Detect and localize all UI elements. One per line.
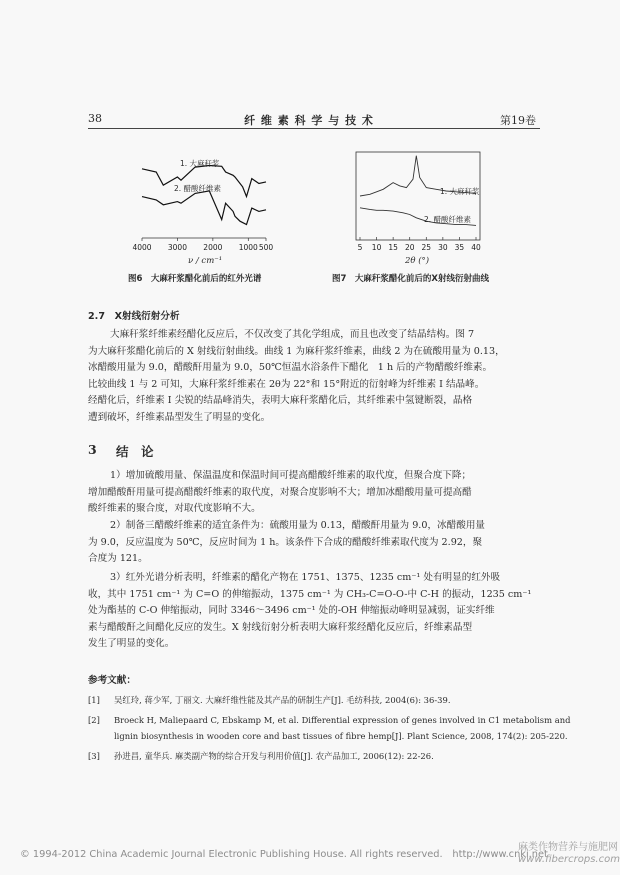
figure7-chart bbox=[352, 150, 484, 258]
fig7-x-tick-label: 25 bbox=[421, 243, 432, 252]
section-2-7-title: 2.7 X射线衍射分析 bbox=[88, 311, 180, 322]
conclusion-1 bbox=[88, 468, 548, 518]
fig7-x-tick-label: 20 bbox=[404, 243, 415, 252]
xrd-curve-svg bbox=[352, 150, 484, 258]
text-line: 收，其中 1751 cm⁻¹ 为 C=O 的伸缩振动，1375 cm⁻¹ 为 CH₃-C=O-O-中 C-H 的振动，1235 cm⁻¹ bbox=[88, 588, 532, 600]
page-number: 38 bbox=[88, 112, 102, 125]
watermark-cn: 麻类作物营养与施肥网 bbox=[518, 842, 618, 853]
copyright-footer: © 1994-2012 China Academic Journal Electronic Publishing House. All rights reserved. http://www.cnki.net bbox=[20, 849, 548, 860]
fig7-x-tick-label: 15 bbox=[388, 243, 398, 252]
fig6-x-tick-label: 2000 bbox=[203, 243, 223, 252]
text-line: 合度为 121。 bbox=[88, 553, 148, 564]
fig6-x-tick-label: 4000 bbox=[132, 243, 152, 252]
fig7-caption: 图7 大麻秆浆醋化前后的X射线衍射曲线 bbox=[332, 274, 489, 284]
fig6-x-tick-label: 500 bbox=[258, 243, 274, 252]
fig6-x-tick-label: 1000 bbox=[238, 243, 258, 252]
fig6-series-line-2 bbox=[142, 191, 266, 225]
references-title: 参考文献： bbox=[88, 675, 136, 686]
text-line: 酸纤维素的聚合度，对取代度影响不大。 bbox=[88, 503, 261, 514]
conclusion-2 bbox=[88, 518, 548, 568]
text-line: 处为酯基的 C-O 伸缩振动，同时 3346～3496 cm⁻¹ 处的-OH 伸缩振动峰明显减弱，证实纤维 bbox=[88, 605, 495, 616]
text-line: 为大麻秆浆醋化前后的 X 射线衍射曲线。曲线 1 为麻秆浆纤维素，曲线 2 为在硫酸用量为 0.13， bbox=[88, 345, 505, 357]
fig7-x-tick-label: 30 bbox=[438, 243, 448, 252]
text-line: 发生了明显的变化。 bbox=[88, 638, 175, 649]
fig7-x-tick-label: 40 bbox=[471, 243, 481, 252]
fig6-x-tick-label: 3000 bbox=[167, 243, 187, 252]
fig7-x-tick-label: 35 bbox=[454, 243, 465, 252]
fig7-x-tick-label: 10 bbox=[371, 243, 382, 252]
text-line: 增加醋酸酐用量可提高醋酸纤维素的取代度，对聚合度影响不大；增加冰醋酸用量可提高醋 bbox=[88, 486, 472, 498]
section-2-7-body bbox=[88, 327, 548, 426]
reference-number: [1] bbox=[88, 695, 100, 705]
watermark-url: www.fibercrops.com bbox=[518, 854, 620, 865]
reference-number: [3] bbox=[88, 751, 100, 761]
text-line: 经醋化后，纤维素 Ⅰ 尖锐的结晶峰消失，表明大麻秆浆醋化后，其纤维素中氢键断裂，晶格 bbox=[88, 395, 473, 406]
section-3-number: 3 bbox=[88, 442, 97, 457]
text-line: 2）制备三醋酸纤维素的适宜条件为：硫酸用量为 0.13，醋酸酐用量为 9.0，冰醋酸用量 bbox=[110, 520, 486, 531]
text-line: 比较曲线 1 与 2 可知，大麻秆浆纤维素在 2θ为 22°和 15°附近的衍射峰为纤维素 Ⅰ 结晶峰。 bbox=[88, 378, 485, 390]
reference-text: 孙进昌, 童华兵. 麻类副产物的综合开发与利用价值[J]. 农产品加工, 2006(12): 22-26. bbox=[114, 751, 434, 761]
fig6-label-curve2: 2. 醋酸纤维素 bbox=[174, 184, 222, 193]
journal-title: 纤 维 素 科 学 与 技 术 bbox=[244, 114, 374, 127]
volume-label: 第19卷 bbox=[500, 114, 536, 127]
text-line: 素与醋酸酐之间醋化反应的发生。X 射线衍射分析表明大麻秆浆经醋化反应后，纤维素晶型 bbox=[88, 621, 473, 633]
fig6-caption: 图6 大麻秆浆醋化前后的红外光谱 bbox=[128, 274, 262, 284]
fig6-xlabel: ν / cm⁻¹ bbox=[188, 256, 223, 266]
fig7-label-curve1: 1. 大麻秆浆 bbox=[440, 187, 480, 196]
reference-text: 吴红玲, 蒋少军, 丁丽文. 大麻纤维性能及其产品的研制生产[J]. 毛纺科技, 2004(6): 36-39. bbox=[114, 695, 451, 705]
reference-list bbox=[88, 692, 571, 764]
text-line: 为 9.0，反应温度为 50℃，反应时间为 1 h。该条件下合成的醋酸纤维素取代度为 2.92，聚 bbox=[88, 536, 483, 548]
text-line: 冰醋酸用量为 9.0，醋酸酐用量为 9.0，50℃恒温水浴条件下醋化 1 h 后的产物醋酸纤维素。 bbox=[88, 362, 493, 373]
text-line: 3）红外光谱分析表明，纤维素的醋化产物在 1751、1375、1235 cm⁻¹ 处有明显的红外吸 bbox=[110, 572, 501, 583]
fig6-label-curve1: 1. 大麻秆浆 bbox=[180, 159, 220, 168]
text-line: 遭到破坏，纤维素晶型发生了明显的变化。 bbox=[88, 411, 271, 423]
reference-text: lignin biosynthesis in wooden core and bast tissues of fibre hemp[J]. Plant Science, 2008, 174(2): 205-220. bbox=[114, 731, 568, 741]
header-rule bbox=[88, 128, 540, 129]
fig7-xlabel: 2θ (°) bbox=[405, 256, 430, 266]
text-line: 大麻秆浆纤维素经醋化反应后，不仅改变了其化学组成，而且也改变了结晶结构。图 7 bbox=[110, 329, 475, 340]
section-3-title: 结 论 bbox=[116, 444, 154, 459]
text-line: 1）增加硫酸用量、保温温度和保温时间可提高醋酸纤维素的取代度，但聚合度下降； bbox=[110, 470, 472, 481]
reference-item bbox=[88, 692, 548, 708]
reference-item bbox=[88, 748, 548, 764]
reference-number: [2] bbox=[88, 715, 100, 725]
fig7-x-tick-label: 5 bbox=[357, 243, 363, 252]
conclusion-3 bbox=[88, 570, 548, 653]
reference-item bbox=[88, 712, 571, 744]
reference-text: Broeck H, Maliepaard C, Ebskamp M, et al. Differential expression of genes involved in C1 metabolism and bbox=[114, 715, 571, 725]
fig7-label-curve2: 2. 醋酸纤维素 bbox=[424, 215, 472, 224]
